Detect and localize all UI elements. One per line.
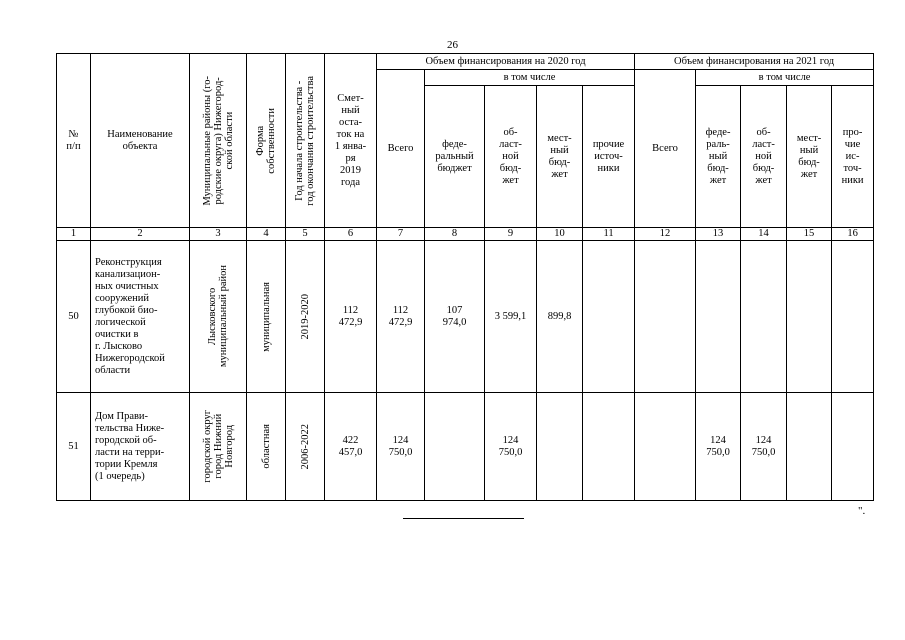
header-incl2020: в том числе — [425, 70, 635, 86]
row-oth2021 — [832, 241, 874, 393]
row-fed2020: 107 974,0 — [425, 241, 485, 393]
row-ownership-text: муниципальная — [260, 281, 272, 352]
row-reg2021: 124 750,0 — [741, 393, 787, 501]
row-district — [190, 393, 247, 501]
row-loc2020: 899,8 — [537, 241, 583, 393]
row-ownership-text: областная — [260, 424, 272, 469]
column-number: 6 — [325, 228, 377, 241]
row-oth2020 — [583, 241, 635, 393]
header-fin2020: Объем финансирования на 2020 год — [377, 54, 635, 70]
row-balance: 422 457,0 — [325, 393, 377, 501]
header-fed2020: феде- ральный бюджет — [425, 86, 485, 228]
header-fed2021: феде- раль- ный бюд- жет — [696, 86, 741, 228]
header-loc2021: мест- ный бюд- жет — [787, 86, 832, 228]
column-number: 11 — [583, 228, 635, 241]
column-number-row — [57, 228, 874, 241]
row-years-text: 2006-2022 — [299, 423, 311, 470]
header-row-1 — [57, 54, 874, 70]
table-row — [57, 241, 874, 393]
row-fed2021 — [696, 241, 741, 393]
row-years — [286, 393, 325, 501]
table-row — [57, 393, 874, 501]
row-years — [286, 241, 325, 393]
column-number: 8 — [425, 228, 485, 241]
header-total2020: Всего — [377, 70, 425, 228]
row-num: 50 — [57, 241, 91, 393]
column-number: 2 — [91, 228, 190, 241]
financing-table — [56, 53, 874, 501]
row-district-text: городской округ город Нижний Новгород — [201, 410, 235, 483]
row-total2021 — [635, 241, 696, 393]
column-number: 7 — [377, 228, 425, 241]
row-ownership — [247, 393, 286, 501]
header-years — [286, 54, 325, 228]
row-district — [190, 241, 247, 393]
row-reg2020: 124 750,0 — [485, 393, 537, 501]
end-quote: ". — [858, 505, 866, 517]
header-district — [190, 54, 247, 228]
header-ownership — [247, 54, 286, 228]
column-number: 13 — [696, 228, 741, 241]
column-number: 9 — [485, 228, 537, 241]
column-number: 16 — [832, 228, 874, 241]
row-balance: 112 472,9 — [325, 241, 377, 393]
header-district-text: Муниципальные районы (го- родские округа) Нижегород- ской области — [201, 75, 235, 206]
column-number: 10 — [537, 228, 583, 241]
row-reg2020: 3 599,1 — [485, 241, 537, 393]
row-total2020: 112 472,9 — [377, 241, 425, 393]
header-oth2021: про- чие ис- точ- ники — [832, 86, 874, 228]
header-num: № п/п — [57, 54, 91, 228]
row-loc2021 — [787, 241, 832, 393]
header-total2021: Всего — [635, 70, 696, 228]
row-district-text: Лысковского муниципальный район — [207, 265, 229, 368]
row-reg2021 — [741, 241, 787, 393]
header-ownership-text: Форма собственности — [255, 107, 277, 174]
row-oth2021 — [832, 393, 874, 501]
header-balance: Смет- ный оста- ток на 1 янва- ря 2019 года — [325, 54, 377, 228]
row-loc2021 — [787, 393, 832, 501]
column-number: 12 — [635, 228, 696, 241]
row-fed2021: 124 750,0 — [696, 393, 741, 501]
row-num: 51 — [57, 393, 91, 501]
row-total2020: 124 750,0 — [377, 393, 425, 501]
header-oth2020: прочие источ- ники — [583, 86, 635, 228]
column-number: 1 — [57, 228, 91, 241]
row-oth2020 — [583, 393, 635, 501]
header-name: Наименование объекта — [91, 54, 190, 228]
column-number: 4 — [247, 228, 286, 241]
header-incl2021: в том числе — [696, 70, 874, 86]
column-number: 3 — [190, 228, 247, 241]
header-fin2021: Объем финансирования на 2021 год — [635, 54, 874, 70]
header-years-text: Год начала строительства - год окончания строительства — [294, 75, 316, 206]
header-reg2020: об- ласт- ной бюд- жет — [485, 86, 537, 228]
row-total2021 — [635, 393, 696, 501]
row-name: Реконструкция канализацион- ных очистных сооружений глубокой био- логической очистки в г. Лысково Нижегородской области — [91, 241, 190, 393]
header-loc2020: мест- ный бюд- жет — [537, 86, 583, 228]
footer-rule — [403, 518, 524, 519]
column-number: 15 — [787, 228, 832, 241]
column-number: 14 — [741, 228, 787, 241]
row-ownership — [247, 241, 286, 393]
row-loc2020 — [537, 393, 583, 501]
row-years-text: 2019-2020 — [299, 293, 311, 340]
header-reg2021: об- ласт- ной бюд- жет — [741, 86, 787, 228]
page-number: 26 — [447, 39, 458, 51]
row-fed2020 — [425, 393, 485, 501]
column-number: 5 — [286, 228, 325, 241]
row-name: Дом Прави- тельства Ниже- городской об- ласти на терри- тории Кремля (1 очередь) — [91, 393, 190, 501]
